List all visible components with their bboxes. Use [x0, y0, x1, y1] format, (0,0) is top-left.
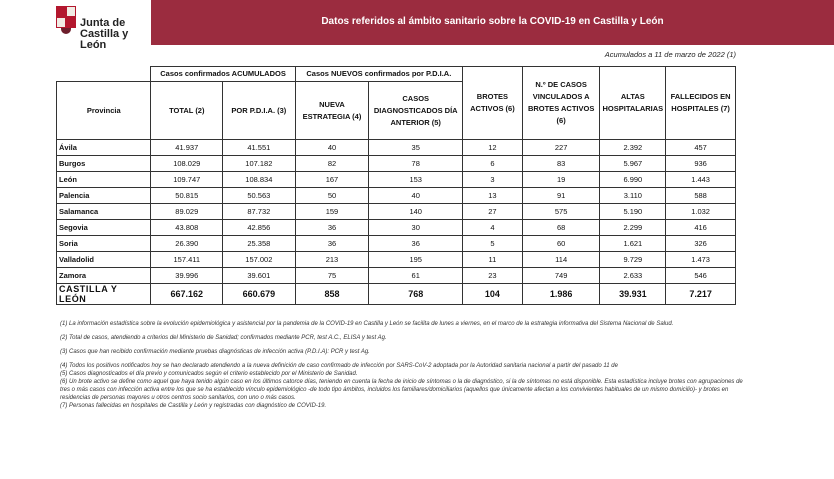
cell-nueva-estrategia: 167 [295, 172, 369, 188]
logo-line-2: Castilla y León [80, 28, 129, 51]
cell-nueva-estrategia: 213 [295, 252, 369, 268]
cell-vinculados: 749 [522, 268, 600, 284]
cell-altas: 5.967 [600, 156, 666, 172]
table-row [57, 236, 736, 252]
junta-logo [56, 4, 148, 51]
table-row [57, 172, 736, 188]
cell-brotes: 4 [463, 220, 523, 236]
cell-pdia: 39.601 [223, 268, 296, 284]
cell-brotes: 27 [463, 204, 523, 220]
footnote-6: (6) Un brote activo se define como aquel que haya tenido algún caso en los últimos catorce días, teniendo en cuenta la fecha de inicio de síntomas o la de diagnóstico, si la de síntomas no está disponible. Esta estadística incluye brotes con agrupaciones de tres o más casos con infección activa entre los que se ha establecido vínculo epidemiológico -de todo tipo ámbitos, incluidos los familiares/domiciliarios (aquellos que únicamente afectan a los convivientes habituales de un mismo domicilio)- y brotes en residencias de personas mayores u otros centros socio sanitarios, con uno o más casos. [60, 379, 743, 401]
table-row [57, 156, 736, 172]
cell-altas: 3.110 [600, 188, 666, 204]
cell-nueva-estrategia: 36 [295, 236, 369, 252]
group-header-nuevos: Casos NUEVOS confirmados por P.D.I.A. [295, 67, 462, 82]
col-nueva-estrategia: NUEVA ESTRATEGIA (4) [295, 82, 369, 140]
cell-nueva-estrategia: 82 [295, 156, 369, 172]
cell-casos-diagnosticados: 78 [369, 156, 463, 172]
footnote-1: (1) La información estadística sobre la evolución epidemiológica y asistencial por la pandemia de la COVID-19 en Castilla y León se facilita de lunes a viernes, en el marco de la estrategia informativa del Sistema Nacional de Salud. [60, 321, 674, 327]
col-fallecidos: FALLECIDOS EN HOSPITALES (7) [666, 67, 736, 140]
cell-total: 89.029 [151, 204, 223, 220]
cell-vinculados: 19 [522, 172, 600, 188]
cell-provincia: Palencia [57, 188, 151, 204]
covid-data-table [56, 66, 736, 305]
cell-total: 43.808 [151, 220, 223, 236]
cell-nueva-estrategia: 40 [295, 140, 369, 156]
cell-total: 157.411 [151, 252, 223, 268]
group-header-acumulados: Casos confirmados ACUMULADOS [151, 67, 295, 82]
footnote-4: (4) Todos los positivos notificados hoy se han declarado atendiendo a la nueva definición de caso confirmado de infección por SARS-CoV-2 adoptada por la Autoridad sanitaria nacional a partir del pasado 11 de [60, 363, 618, 369]
table-row [57, 188, 736, 204]
col-altas: ALTAS HOSPITALARIAS [600, 67, 666, 140]
cell-vinculados: 91 [522, 188, 600, 204]
cell-provincia: Soria [57, 236, 151, 252]
cell-casos-diagnosticados: 140 [369, 204, 463, 220]
cell-nueva-estrategia: 75 [295, 268, 369, 284]
cell-fallecidos: 1.473 [666, 252, 736, 268]
cell-provincia: Salamanca [57, 204, 151, 220]
total-fallecidos: 7.217 [666, 284, 736, 305]
page-title: Datos referidos al ámbito sanitario sobre la COVID-19 en Castilla y León [321, 16, 664, 27]
table-row [57, 140, 736, 156]
cell-brotes: 6 [463, 156, 523, 172]
total-provincia: CASTILLA Y LEÓN [57, 284, 151, 305]
cell-nueva-estrategia: 50 [295, 188, 369, 204]
cell-total: 109.747 [151, 172, 223, 188]
cell-vinculados: 60 [522, 236, 600, 252]
total-nueva-estrategia: 858 [295, 284, 369, 305]
cell-brotes: 5 [463, 236, 523, 252]
cell-total: 50.815 [151, 188, 223, 204]
cell-fallecidos: 416 [666, 220, 736, 236]
cell-total: 26.390 [151, 236, 223, 252]
cell-total: 41.937 [151, 140, 223, 156]
date-note: Acumulados a 11 de marzo de 2022 (1) [604, 50, 736, 59]
cell-vinculados: 575 [522, 204, 600, 220]
cell-altas: 5.190 [600, 204, 666, 220]
blank-header-cell [57, 67, 151, 82]
cell-vinculados: 227 [522, 140, 600, 156]
total-vinculados: 1.986 [522, 284, 600, 305]
cell-brotes: 12 [463, 140, 523, 156]
cell-provincia: Burgos [57, 156, 151, 172]
total-total: 667.162 [151, 284, 223, 305]
table-row [57, 204, 736, 220]
cell-altas: 9.729 [600, 252, 666, 268]
group-header-row [57, 67, 736, 82]
col-casos-diagnosticados: CASOS DIAGNOSTICADOS DÍA ANTERIOR (5) [369, 82, 463, 140]
cell-casos-diagnosticados: 30 [369, 220, 463, 236]
cell-pdia: 41.551 [223, 140, 296, 156]
logo-text [80, 18, 152, 51]
cell-brotes: 3 [463, 172, 523, 188]
footnote-3: (3) Casos que han recibido confirmación mediante pruebas diagnósticas de infección activa (P.D.I.A): PCR y test Ag. [60, 349, 370, 355]
cell-fallecidos: 326 [666, 236, 736, 252]
total-casos-diagnosticados: 768 [369, 284, 463, 305]
cell-fallecidos: 1.032 [666, 204, 736, 220]
cell-altas: 2.392 [600, 140, 666, 156]
cell-brotes: 13 [463, 188, 523, 204]
coat-of-arms-icon [56, 6, 76, 34]
header-banner [151, 0, 834, 45]
cell-brotes: 23 [463, 268, 523, 284]
col-vinculados: N.º DE CASOS VINCULADOS A BROTES ACTIVOS (6) [522, 67, 600, 140]
cell-brotes: 11 [463, 252, 523, 268]
cell-provincia: Segovia [57, 220, 151, 236]
cell-casos-diagnosticados: 153 [369, 172, 463, 188]
cell-provincia: Ávila [57, 140, 151, 156]
cell-total: 108.029 [151, 156, 223, 172]
cell-vinculados: 83 [522, 156, 600, 172]
cell-vinculados: 114 [522, 252, 600, 268]
cell-fallecidos: 588 [666, 188, 736, 204]
cell-altas: 2.633 [600, 268, 666, 284]
table-row [57, 220, 736, 236]
cell-vinculados: 68 [522, 220, 600, 236]
col-provincia: Provincia [57, 82, 151, 140]
cell-casos-diagnosticados: 195 [369, 252, 463, 268]
table-row [57, 268, 736, 284]
cell-pdia: 42.856 [223, 220, 296, 236]
footnote-2: (2) Total de casos, atendiendo a criterios del Ministerio de Sanidad; confirmados mediante PCR, test A.C., ELISA y test Ag. [60, 335, 387, 341]
cell-altas: 1.621 [600, 236, 666, 252]
footnotes [60, 320, 750, 410]
table-row [57, 252, 736, 268]
cell-fallecidos: 936 [666, 156, 736, 172]
cell-nueva-estrategia: 36 [295, 220, 369, 236]
cell-pdia: 108.834 [223, 172, 296, 188]
cell-fallecidos: 457 [666, 140, 736, 156]
cell-pdia: 157.002 [223, 252, 296, 268]
total-pdia: 660.679 [223, 284, 296, 305]
cell-casos-diagnosticados: 61 [369, 268, 463, 284]
cell-provincia: Valladolid [57, 252, 151, 268]
total-brotes: 104 [463, 284, 523, 305]
cell-fallecidos: 546 [666, 268, 736, 284]
cell-casos-diagnosticados: 40 [369, 188, 463, 204]
cell-altas: 6.990 [600, 172, 666, 188]
cell-pdia: 50.563 [223, 188, 296, 204]
cell-total: 39.996 [151, 268, 223, 284]
cell-altas: 2.299 [600, 220, 666, 236]
total-row [57, 284, 736, 305]
cell-provincia: Zamora [57, 268, 151, 284]
footnote-5: (5) Casos diagnosticados el día previo y comunicados según el criterio establecido por el Ministerio de Sanidad. [60, 371, 358, 377]
cell-fallecidos: 1.443 [666, 172, 736, 188]
logo-line-1: Junta de [80, 17, 126, 29]
cell-pdia: 87.732 [223, 204, 296, 220]
cell-nueva-estrategia: 159 [295, 204, 369, 220]
cell-pdia: 25.358 [223, 236, 296, 252]
cell-pdia: 107.182 [223, 156, 296, 172]
cell-provincia: León [57, 172, 151, 188]
col-pdia: POR P.D.I.A. (3) [223, 82, 296, 140]
cell-casos-diagnosticados: 36 [369, 236, 463, 252]
cell-casos-diagnosticados: 35 [369, 140, 463, 156]
total-altas: 39.931 [600, 284, 666, 305]
col-brotes: BROTES ACTIVOS (6) [463, 67, 523, 140]
footnote-7: (7) Personas fallecidas en hospitales de Castilla y León y registradas con diagnóstico de COVID-19. [60, 403, 327, 409]
col-total: TOTAL (2) [151, 82, 223, 140]
